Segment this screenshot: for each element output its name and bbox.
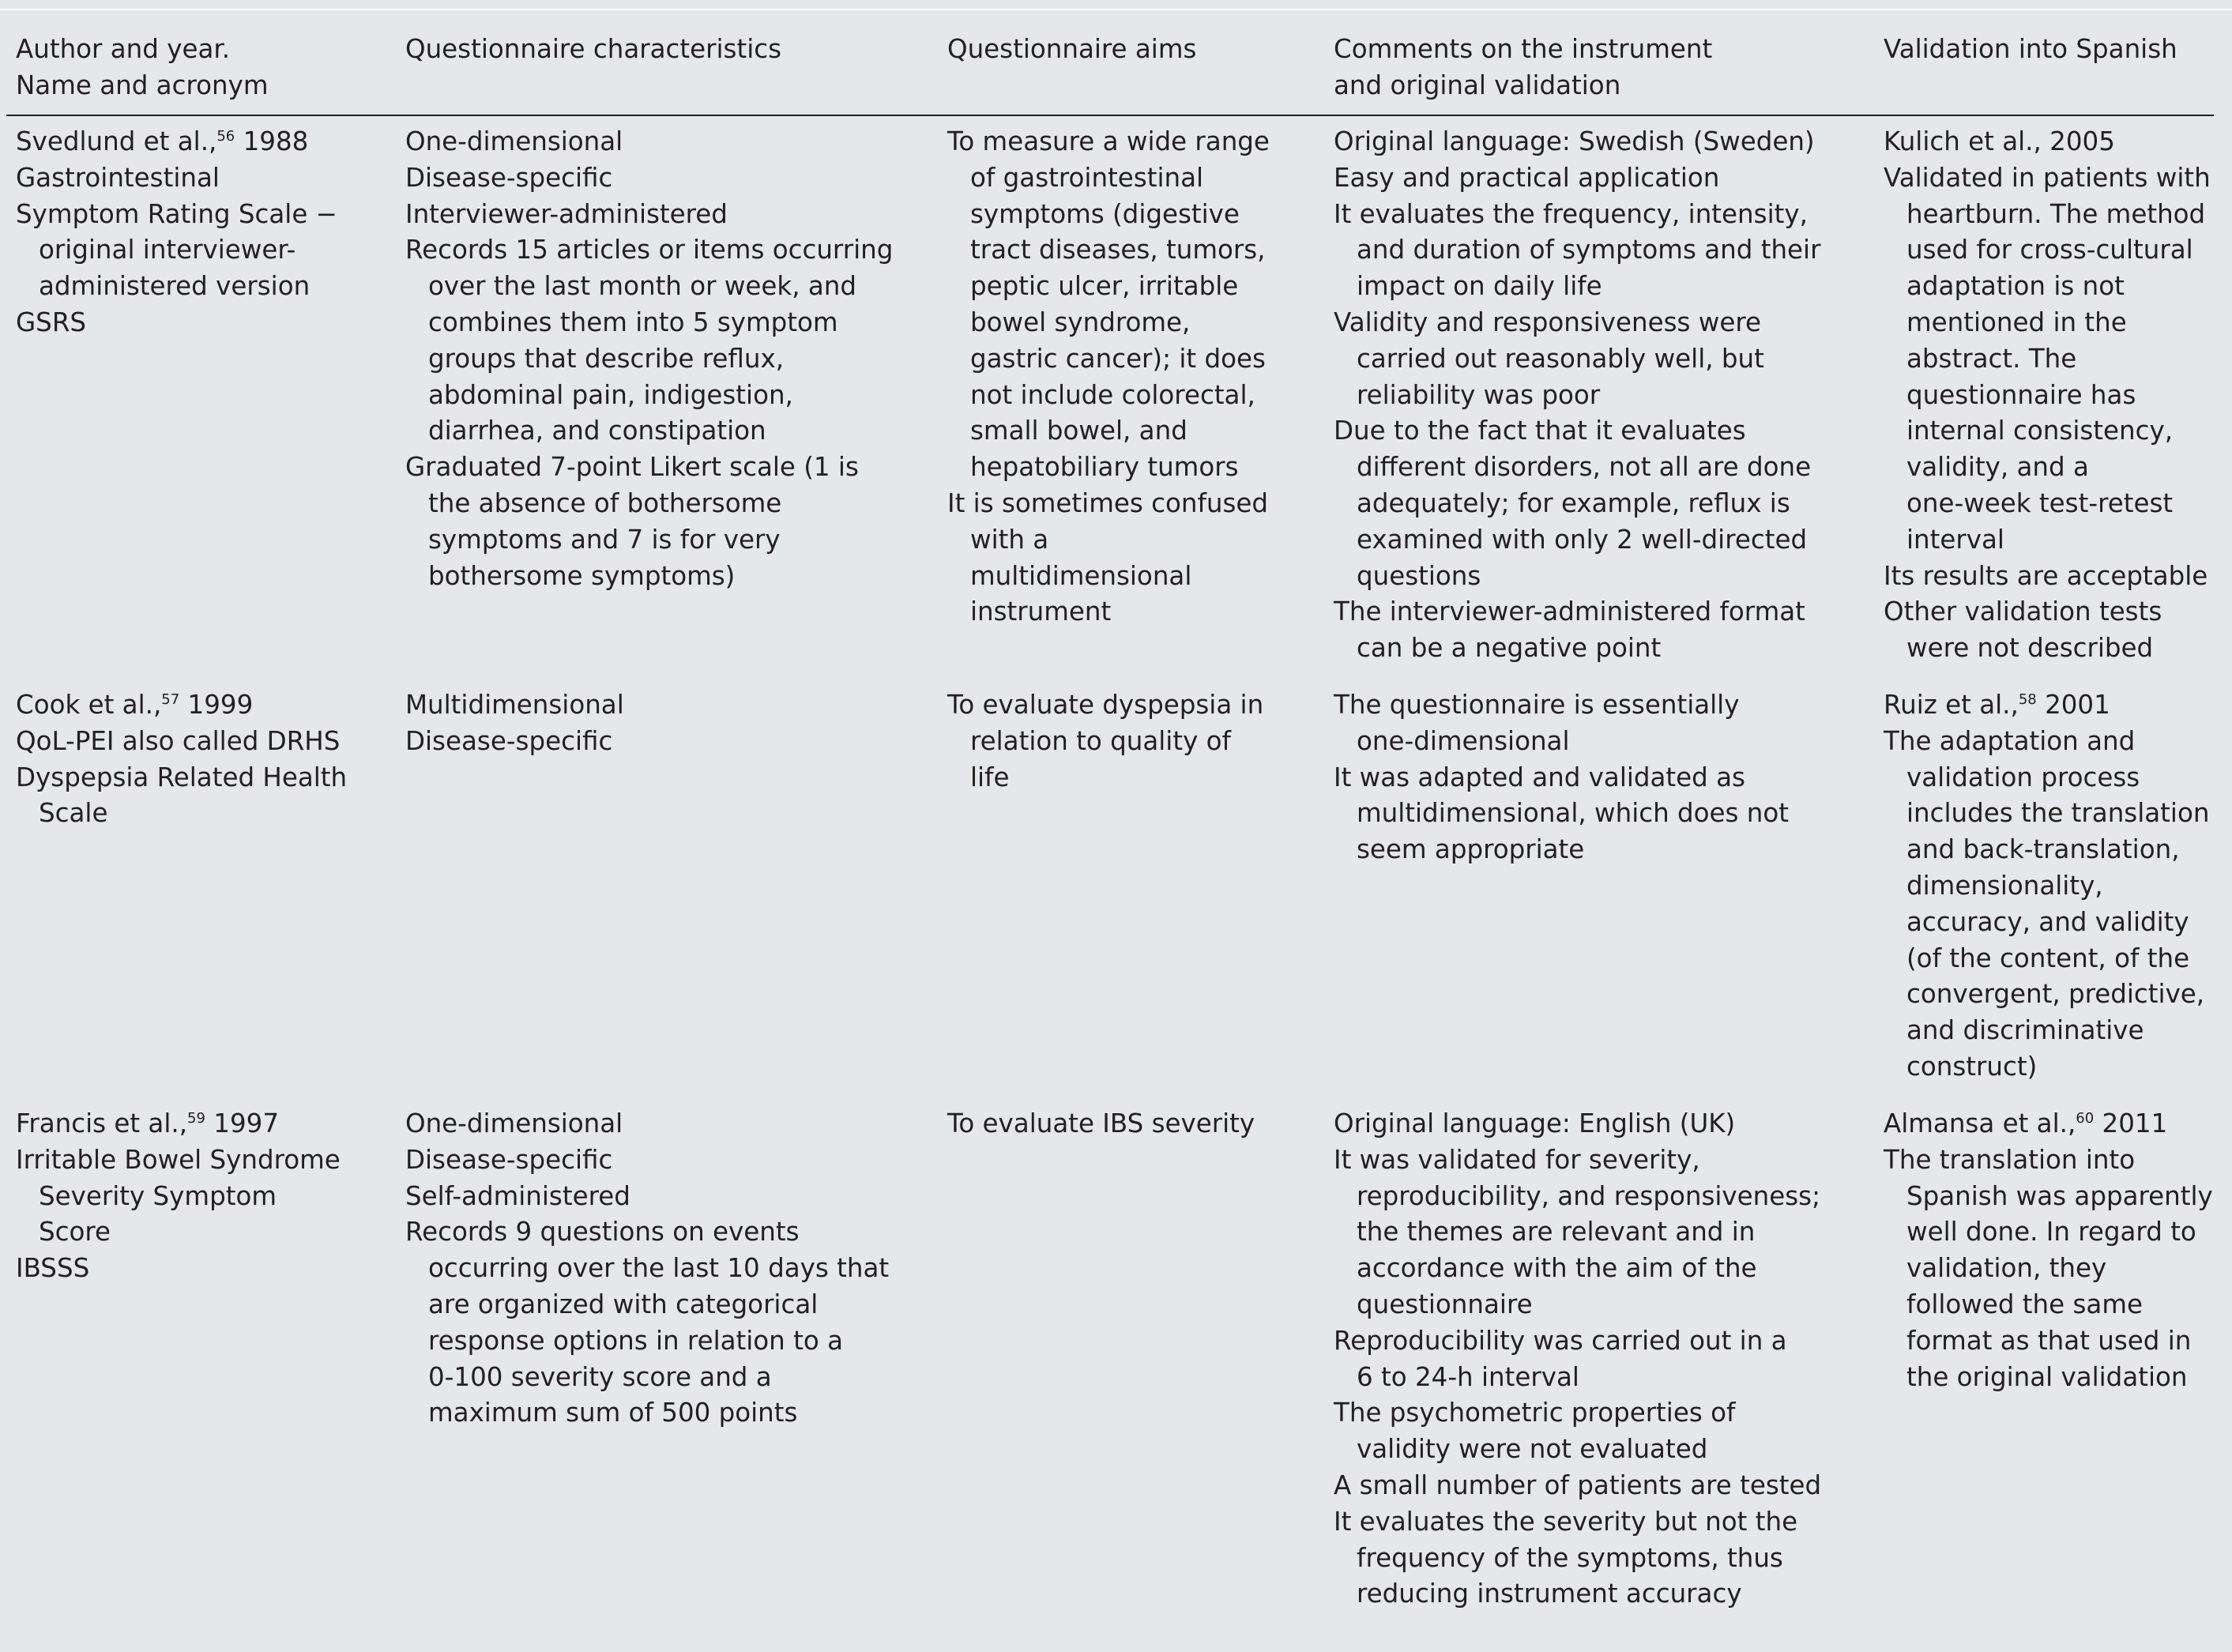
cell-line: questionnaire has [1906,379,2136,410]
header-text: Name and acronym [16,70,269,100]
header-text: Author and year. [16,34,231,64]
citation-year: 2001 [2036,690,2110,720]
cell-line: carried out reasonably well, but [1357,343,1764,374]
cell-line: not include colorectal, [970,379,1255,410]
cell-item [16,305,337,341]
row-1-author [16,124,337,341]
cell-item [16,160,337,197]
cell-line: accuracy, and validity [1906,906,2189,937]
cell-item [405,232,893,450]
cell-item [1334,1106,1821,1142]
top-border [0,9,2232,10]
cell-line: small bowel, and [970,416,1188,446]
cell-line: To measure a wide range [947,126,1270,156]
cell-item [405,1142,889,1179]
cell-line: can be a negative point [1357,633,1662,664]
cell-line: Records 15 articles or items occurring [405,235,894,265]
cell-line: life [970,762,1010,792]
header-rule [6,115,2214,116]
cell-item [947,486,1270,630]
cell-line: 6 to 24-h interval [1357,1361,1579,1392]
cell-line: Its results are acceptable [1884,560,2208,591]
cell-item [1334,1468,1821,1504]
cell-line: bowel syndrome, [970,307,1191,337]
cell-line: well done. In regard to [1906,1217,2196,1247]
cell-line: To evaluate dyspepsia in [947,690,1264,720]
cell-item [405,1106,889,1142]
cell-item [405,197,893,233]
citation-item [16,687,347,724]
reference-number: 56 [216,128,235,145]
cell-item [1884,594,2211,667]
cell-item [405,687,624,724]
citation-authors: Francis et al., [16,1108,188,1138]
cell-line: of gastrointestinal [970,162,1204,193]
cell-line: different disorders, not all are done [1357,452,1812,483]
citation-authors: Almansa et al., [1884,1108,2076,1138]
cell-line: Irritable Bowel Syndrome [16,1144,341,1175]
citation-year: 2011 [2094,1108,2168,1138]
cell-line: validity, and a [1906,452,2089,483]
cell-line: and discriminative [1906,1015,2144,1046]
header-text: and original validation [1334,70,1621,100]
cell-line: and duration of symptoms and their [1357,235,1821,265]
cell-line: includes the translation [1906,798,2210,829]
cell-line: occurring over the last 10 days that [428,1253,890,1284]
cell-line: One-dimensional [405,126,623,156]
cell-line: QoL-PEI also called DRHS [16,725,341,756]
cell-line: It evaluates the severity but not the [1334,1506,1798,1537]
cell-item [947,1106,1255,1142]
reference-number: 59 [187,1110,205,1127]
cell-item [1334,305,1820,413]
cell-line: reliability was poor [1357,379,1601,410]
cell-line: (of the content, of the [1906,943,2190,973]
cell-item [405,1179,889,1215]
header-comments [1334,32,1712,104]
cell-item [1884,724,2209,1086]
citation [16,687,347,724]
cell-line: reproducibility, and responsiveness; [1357,1180,1821,1211]
cell-line: One-dimensional [405,1108,623,1138]
cell-line: It was validated for severity, [1334,1144,1700,1175]
citation-year: 1988 [235,126,309,156]
header-aims [947,32,1196,68]
row-1-spanish [1884,124,2211,667]
cell-line: The interviewer-administered format [1334,596,1805,627]
cell-item [1884,559,2211,595]
cell-line: adaptation is not [1906,271,2125,302]
cell-line: Score [39,1217,111,1247]
citation [1884,1106,2213,1142]
cell-line: Other validation tests [1884,596,2162,627]
cell-line: response options in relation to a [428,1325,843,1356]
cell-item [1334,687,1789,760]
cell-item [1334,1395,1821,1468]
cell-line: maximum sum of 500 points [428,1398,798,1428]
cell-line: reducing instrument accuracy [1357,1579,1742,1609]
cell-line: interval [1906,524,2004,555]
cell-line: It evaluates the frequency, intensity, [1334,198,1808,229]
citation [16,1106,341,1142]
cell-item [947,687,1263,796]
cell-line: mentioned in the [1906,307,2127,337]
cell-line: abstract. The [1906,343,2077,374]
cell-line: tract diseases, tumors, [970,235,1266,265]
cell-line: It is sometimes confused [947,487,1269,518]
cell-item [1334,760,1789,868]
cell-item [947,124,1270,486]
cell-line: symptoms and 7 is for very [428,524,781,555]
citation-year: 1999 [179,690,254,720]
cell-line: Reproducibility was carried out in a [1334,1325,1787,1356]
header-characteristics [405,32,781,68]
cell-line: Interviewer-administered [405,198,728,229]
cell-line: diarrhea, and constipation [428,416,766,446]
cell-line: abdominal pain, indigestion, [428,379,793,410]
cell-line: 0-100 severity score and a [428,1361,772,1392]
citation-authors: Kulich et al., 2005 [1884,126,2115,156]
cell-line: are organized with categorical [428,1289,819,1319]
cell-line: used for cross-cultural [1906,235,2193,265]
cell-item [16,1142,341,1251]
header-text: Comments on the instrument [1334,34,1713,64]
cell-line: format as that used in [1906,1325,2192,1356]
cell-line: Graduated 7-point Likert scale (1 is [405,452,859,483]
citation [1884,124,2211,160]
cell-line: combines them into 5 symptom [428,307,838,337]
cell-line: Scale [39,798,108,829]
cell-line: questionnaire [1357,1289,1533,1319]
cell-line: IBSSS [16,1253,90,1284]
row-3-aims [947,1106,1255,1142]
cell-line: administered version [39,271,311,302]
cell-item [1334,1142,1821,1323]
cell-line: Severity Symptom [39,1180,277,1211]
cell-line: Validity and responsiveness were [1334,307,1762,337]
cell-line: validity were not evaluated [1357,1434,1708,1465]
row-2-aims [947,687,1263,796]
cell-line: the absence of bothersome [428,487,782,518]
cell-line: adequately; for example, reflux is [1357,487,1790,518]
cell-line: seem appropriate [1357,834,1585,865]
cell-line: validation process [1906,762,2140,792]
row-3-characteristics [405,1106,889,1432]
cell-line: over the last month or week, and [428,271,857,302]
row-2-characteristics [405,687,624,760]
citation [16,124,337,160]
header-text: Questionnaire aims [947,34,1197,64]
cell-line: heartburn. The method [1906,198,2206,229]
cell-line: validation, they [1906,1253,2107,1284]
citation-authors: Ruiz et al., [1884,690,2019,720]
cell-item [1334,124,1820,160]
cell-line: one-week test-retest [1906,487,2174,518]
row-2-spanish [1884,687,2209,1086]
cell-line: Self-administered [405,1180,630,1211]
citation-item [1884,124,2211,160]
citation-item [1884,687,2209,724]
cell-item [16,724,347,760]
cell-line: symptoms (digestive [970,198,1240,229]
cell-line: Due to the fact that it evaluates [1334,416,1746,446]
cell-item [1334,594,1820,667]
cell-line: Disease-specific [405,725,613,756]
cell-item [16,760,347,833]
cell-line: Gastrointestinal [16,162,220,193]
cell-line: frequency of the symptoms, thus [1357,1542,1783,1573]
cell-item [16,197,337,305]
cell-line: relation to quality of [970,725,1231,756]
cell-item [405,1214,889,1432]
cell-line: To evaluate IBS severity [947,1108,1255,1138]
cell-line: and back-translation, [1906,834,2180,865]
row-1-characteristics [405,124,893,594]
cell-line: The translation into [1884,1144,2136,1175]
cell-line: Original language: English (UK) [1334,1108,1736,1138]
citation [1884,687,2209,724]
cell-line: the original validation [1906,1361,2188,1392]
cell-line: with a [970,524,1049,555]
cell-line: construct) [1906,1051,2038,1082]
cell-line: Original language: Swedish (Sweden) [1334,126,1815,156]
row-3-spanish [1884,1106,2213,1395]
cell-item [1884,160,2211,559]
row-3-comments [1334,1106,1821,1612]
cell-item [405,160,893,197]
citation-item [1884,1106,2213,1142]
cell-line: bothersome symptoms) [428,560,736,591]
cell-item [1334,1323,1821,1396]
cell-line: multidimensional, which does not [1357,798,1790,829]
cell-line: Validated in patients with [1884,162,2211,193]
cell-line: peptic ulcer, irritable [970,271,1239,302]
cell-line: Easy and practical application [1334,162,1720,193]
cell-line: accordance with the aim of the [1357,1253,1757,1284]
cell-line: one-dimensional [1357,725,1570,756]
cell-line: The psychometric properties of [1334,1398,1736,1428]
cell-line: groups that describe reflux, [428,343,785,374]
header-spanish-validation [1884,32,2177,68]
cell-item [405,450,893,594]
row-2-author [16,687,347,832]
header-text: Questionnaire characteristics [405,34,782,64]
cell-line: Disease-specific [405,162,613,193]
cell-line: original interviewer- [39,235,296,265]
cell-item [1334,160,1820,197]
cell-line: Symptom Rating Scale − [16,198,337,229]
citation-item [16,124,337,160]
cell-line: dimensionality, [1906,870,2103,901]
cell-item [405,724,624,760]
cell-line: followed the same [1906,1289,2143,1319]
cell-line: convergent, predictive, [1906,979,2205,1010]
cell-line: The questionnaire is essentially [1334,690,1740,720]
cell-line: were not described [1906,633,2154,664]
cell-item [1334,413,1820,594]
cell-line: the themes are relevant and in [1357,1217,1756,1247]
cell-line: gastric cancer); it does [970,343,1266,374]
cell-line: questions [1357,560,1481,591]
cell-line: A small number of patients are tested [1334,1469,1822,1500]
cell-line: multidimensional [970,560,1192,591]
cell-item [1884,1142,2213,1396]
reference-number: 60 [2076,1110,2095,1127]
cell-line: The adaptation and [1884,725,2136,756]
row-2-comments [1334,687,1789,868]
cell-line: instrument [970,596,1112,627]
citation-year: 1997 [205,1108,279,1138]
row-1-aims [947,124,1270,630]
cell-line: Dyspepsia Related Health [16,762,348,792]
cell-line: hepatobiliary tumors [970,452,1239,483]
header-text: Validation into Spanish [1884,34,2177,64]
cell-line: examined with only 2 well-directed [1357,524,1808,555]
cell-item [405,124,893,160]
citation-item [16,1106,341,1142]
row-3-author [16,1106,341,1287]
cell-line: impact on daily life [1357,271,1602,302]
cell-line: Records 9 questions on events [405,1217,800,1247]
cell-line: Disease-specific [405,1144,613,1175]
header-author-year [16,32,269,104]
cell-item [1334,197,1820,305]
cell-line: Spanish was apparently [1906,1180,2213,1211]
cell-line: internal consistency, [1906,416,2174,446]
cell-line: It was adapted and validated as [1334,762,1745,792]
cell-item [16,1251,341,1287]
cell-line: GSRS [16,307,87,337]
cell-item [1334,1504,1821,1612]
reference-number: 57 [161,691,180,708]
row-1-comments [1334,124,1820,667]
reference-number: 58 [2018,691,2037,708]
citation-authors: Cook et al., [16,690,162,720]
cell-line: Multidimensional [405,690,624,720]
citation-authors: Svedlund et al., [16,126,217,156]
